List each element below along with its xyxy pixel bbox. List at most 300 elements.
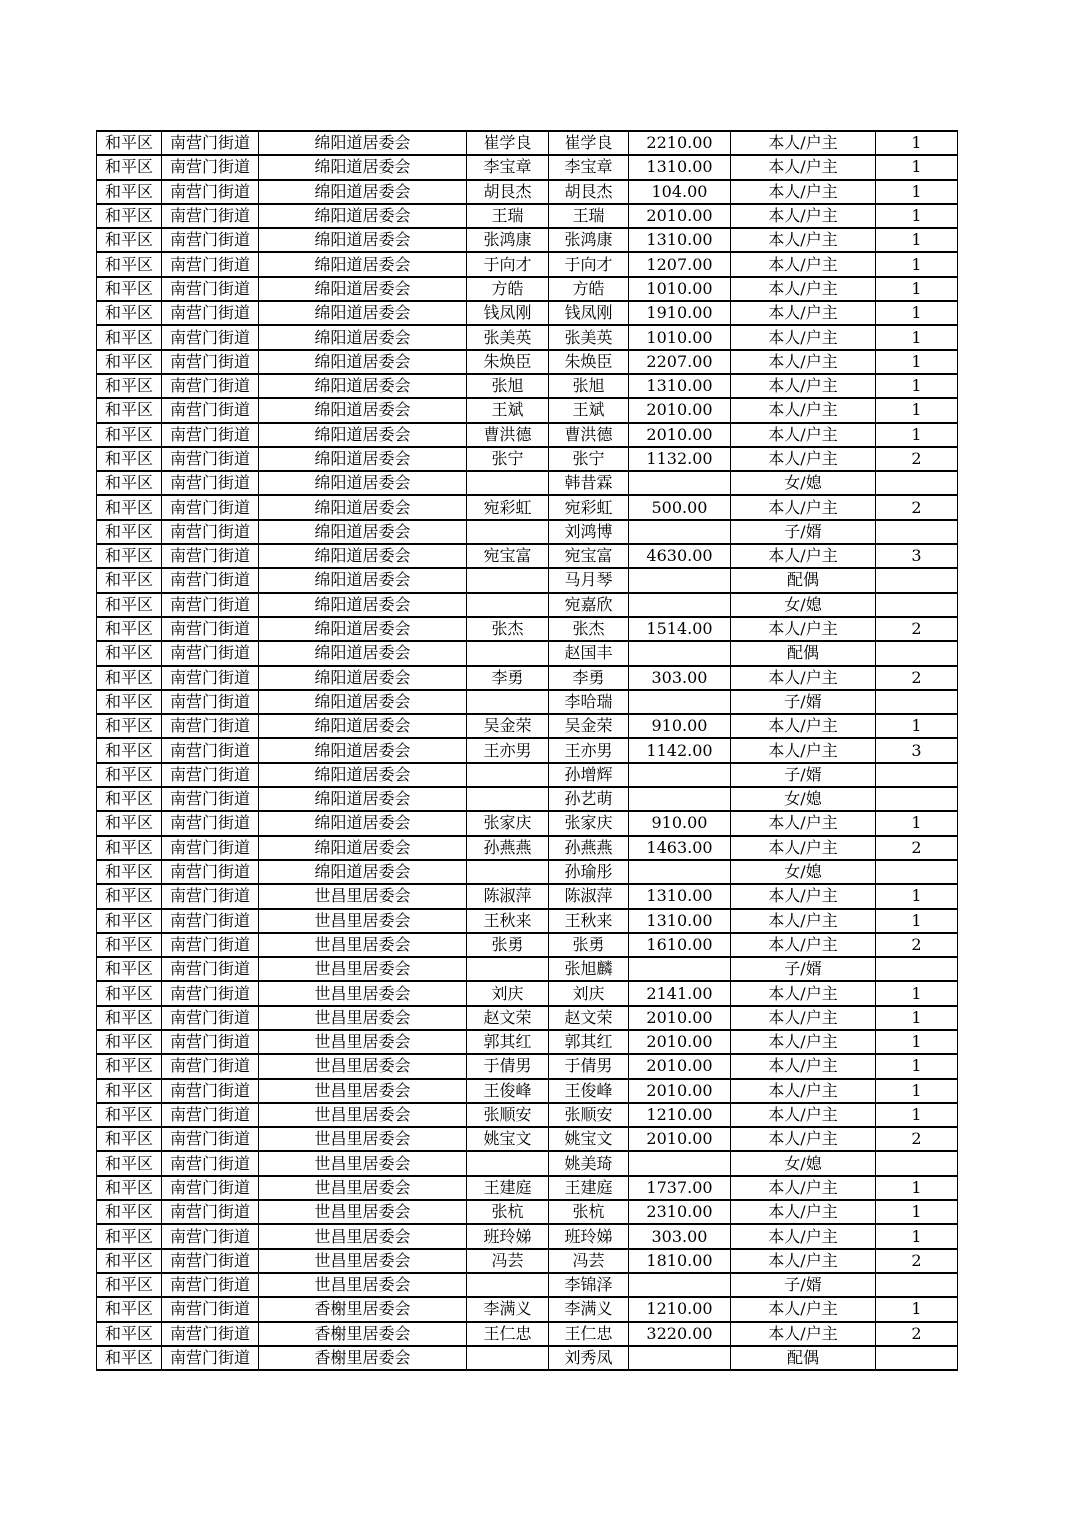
cell-street: 南营门街道	[162, 787, 259, 811]
cell-street: 南营门街道	[162, 180, 259, 204]
cell-relation: 本人/户主	[731, 325, 876, 349]
cell-applicant-name: 陈淑萍	[467, 884, 549, 908]
table-row	[97, 568, 958, 592]
cell-member-name: 张杭	[549, 1200, 629, 1224]
cell-amount: 2210.00	[629, 131, 731, 155]
cell-committee: 香榭里居委会	[259, 1297, 467, 1321]
cell-relation: 女/媳	[731, 1151, 876, 1175]
cell-applicant-name: 张杭	[467, 1200, 549, 1224]
cell-member-name: 李哈瑞	[549, 690, 629, 714]
cell-amount: 1310.00	[629, 155, 731, 179]
cell-amount: 910.00	[629, 811, 731, 835]
cell-street: 南营门街道	[162, 544, 259, 568]
cell-committee: 世昌里居委会	[259, 981, 467, 1005]
cell-member-name: 张美英	[549, 325, 629, 349]
table-row	[97, 228, 958, 252]
cell-committee: 绵阳道居委会	[259, 544, 467, 568]
cell-amount: 2010.00	[629, 204, 731, 228]
cell-applicant-name: 吴金荣	[467, 714, 549, 738]
table-row	[97, 1054, 958, 1078]
cell-street: 南营门街道	[162, 398, 259, 422]
cell-applicant-name: 张美英	[467, 325, 549, 349]
table-row	[97, 155, 958, 179]
cell-committee: 世昌里居委会	[259, 1127, 467, 1151]
cell-street: 南营门街道	[162, 1079, 259, 1103]
cell-member-name: 李宝章	[549, 155, 629, 179]
cell-committee: 绵阳道居委会	[259, 617, 467, 641]
cell-street: 南营门街道	[162, 1249, 259, 1273]
cell-amount: 1310.00	[629, 228, 731, 252]
subsidy-table-sheet	[96, 130, 958, 1371]
cell-applicant-name: 张勇	[467, 933, 549, 957]
cell-applicant-name: 于倩男	[467, 1054, 549, 1078]
table-row	[97, 131, 958, 155]
table-row	[97, 520, 958, 544]
cell-count: 1	[876, 1297, 958, 1321]
table-row	[97, 836, 958, 860]
cell-committee: 绵阳道居委会	[259, 811, 467, 835]
cell-count	[876, 1151, 958, 1175]
cell-committee: 香榭里居委会	[259, 1346, 467, 1370]
cell-relation: 本人/户主	[731, 884, 876, 908]
cell-applicant-name	[467, 568, 549, 592]
cell-amount: 500.00	[629, 495, 731, 519]
cell-district: 和平区	[97, 1176, 162, 1200]
table-row	[97, 641, 958, 665]
cell-amount	[629, 690, 731, 714]
cell-amount	[629, 1151, 731, 1175]
cell-count	[876, 1346, 958, 1370]
cell-applicant-name	[467, 1273, 549, 1297]
cell-street: 南营门街道	[162, 374, 259, 398]
cell-street: 南营门街道	[162, 1030, 259, 1054]
cell-district: 和平区	[97, 1079, 162, 1103]
cell-amount	[629, 1346, 731, 1370]
cell-district: 和平区	[97, 544, 162, 568]
cell-member-name: 孙艺萌	[549, 787, 629, 811]
cell-applicant-name: 姚宝文	[467, 1127, 549, 1151]
cell-committee: 绵阳道居委会	[259, 495, 467, 519]
table-row	[97, 811, 958, 835]
cell-member-name: 赵文荣	[549, 1006, 629, 1030]
cell-street: 南营门街道	[162, 495, 259, 519]
table-row	[97, 1346, 958, 1370]
cell-relation: 本人/户主	[731, 544, 876, 568]
cell-member-name: 王斌	[549, 398, 629, 422]
cell-amount: 910.00	[629, 714, 731, 738]
cell-applicant-name: 崔学良	[467, 131, 549, 155]
cell-count: 2	[876, 1249, 958, 1273]
cell-relation: 本人/户主	[731, 1006, 876, 1030]
cell-count: 1	[876, 909, 958, 933]
cell-relation: 本人/户主	[731, 1054, 876, 1078]
cell-district: 和平区	[97, 1200, 162, 1224]
cell-district: 和平区	[97, 325, 162, 349]
cell-district: 和平区	[97, 738, 162, 762]
cell-applicant-name: 王秋来	[467, 909, 549, 933]
cell-street: 南营门街道	[162, 301, 259, 325]
cell-relation: 本人/户主	[731, 836, 876, 860]
cell-member-name: 郭其红	[549, 1030, 629, 1054]
cell-member-name: 张鸿康	[549, 228, 629, 252]
cell-amount: 4630.00	[629, 544, 731, 568]
cell-count: 2	[876, 617, 958, 641]
cell-amount: 2010.00	[629, 423, 731, 447]
table-row	[97, 277, 958, 301]
cell-applicant-name	[467, 1346, 549, 1370]
cell-member-name: 张杰	[549, 617, 629, 641]
cell-count: 1	[876, 252, 958, 276]
table-row	[97, 471, 958, 495]
cell-committee: 世昌里居委会	[259, 1200, 467, 1224]
cell-district: 和平区	[97, 447, 162, 471]
table-row	[97, 325, 958, 349]
table-body	[97, 131, 958, 1370]
cell-street: 南营门街道	[162, 447, 259, 471]
cell-relation: 子/婿	[731, 763, 876, 787]
cell-district: 和平区	[97, 228, 162, 252]
cell-amount: 1207.00	[629, 252, 731, 276]
cell-member-name: 刘庆	[549, 981, 629, 1005]
table-row	[97, 617, 958, 641]
cell-count	[876, 787, 958, 811]
cell-relation: 本人/户主	[731, 131, 876, 155]
cell-committee: 世昌里居委会	[259, 1176, 467, 1200]
cell-member-name: 宛宝富	[549, 544, 629, 568]
cell-committee: 世昌里居委会	[259, 1151, 467, 1175]
cell-district: 和平区	[97, 277, 162, 301]
table-row	[97, 544, 958, 568]
cell-applicant-name: 宛宝富	[467, 544, 549, 568]
cell-count: 1	[876, 228, 958, 252]
cell-committee: 绵阳道居委会	[259, 374, 467, 398]
cell-district: 和平区	[97, 860, 162, 884]
cell-relation: 本人/户主	[731, 909, 876, 933]
table-row	[97, 909, 958, 933]
cell-applicant-name: 刘庆	[467, 981, 549, 1005]
cell-committee: 绵阳道居委会	[259, 228, 467, 252]
cell-relation: 本人/户主	[731, 277, 876, 301]
cell-applicant-name: 王建庭	[467, 1176, 549, 1200]
cell-amount: 2141.00	[629, 981, 731, 1005]
cell-count: 1	[876, 277, 958, 301]
cell-committee: 绵阳道居委会	[259, 738, 467, 762]
cell-member-name: 赵国丰	[549, 641, 629, 665]
cell-relation: 本人/户主	[731, 1079, 876, 1103]
table-row	[97, 1322, 958, 1346]
cell-street: 南营门街道	[162, 252, 259, 276]
table-row	[97, 690, 958, 714]
cell-amount	[629, 1273, 731, 1297]
table-row	[97, 593, 958, 617]
cell-applicant-name	[467, 520, 549, 544]
cell-count	[876, 471, 958, 495]
cell-committee: 绵阳道居委会	[259, 836, 467, 860]
cell-count: 1	[876, 1224, 958, 1248]
cell-count: 1	[876, 301, 958, 325]
cell-member-name: 王秋来	[549, 909, 629, 933]
cell-street: 南营门街道	[162, 690, 259, 714]
cell-committee: 世昌里居委会	[259, 1249, 467, 1273]
cell-amount: 1010.00	[629, 277, 731, 301]
cell-count: 1	[876, 180, 958, 204]
cell-applicant-name	[467, 593, 549, 617]
cell-member-name: 姚美琦	[549, 1151, 629, 1175]
cell-district: 和平区	[97, 884, 162, 908]
cell-district: 和平区	[97, 933, 162, 957]
cell-street: 南营门街道	[162, 1200, 259, 1224]
cell-relation: 本人/户主	[731, 1030, 876, 1054]
cell-committee: 绵阳道居委会	[259, 568, 467, 592]
cell-district: 和平区	[97, 1322, 162, 1346]
cell-relation: 女/媳	[731, 471, 876, 495]
cell-committee: 世昌里居委会	[259, 1224, 467, 1248]
cell-committee: 世昌里居委会	[259, 1054, 467, 1078]
cell-committee: 世昌里居委会	[259, 957, 467, 981]
table-row	[97, 1103, 958, 1127]
cell-relation: 本人/户主	[731, 1297, 876, 1321]
cell-street: 南营门街道	[162, 1127, 259, 1151]
cell-committee: 绵阳道居委会	[259, 763, 467, 787]
cell-street: 南营门街道	[162, 568, 259, 592]
cell-amount	[629, 568, 731, 592]
cell-street: 南营门街道	[162, 1273, 259, 1297]
cell-amount	[629, 641, 731, 665]
cell-district: 和平区	[97, 252, 162, 276]
cell-member-name: 李勇	[549, 666, 629, 690]
cell-member-name: 冯芸	[549, 1249, 629, 1273]
cell-district: 和平区	[97, 1224, 162, 1248]
cell-amount	[629, 471, 731, 495]
cell-relation: 本人/户主	[731, 252, 876, 276]
cell-committee: 绵阳道居委会	[259, 252, 467, 276]
cell-member-name: 王瑞	[549, 204, 629, 228]
cell-count: 1	[876, 204, 958, 228]
cell-district: 和平区	[97, 374, 162, 398]
cell-relation: 本人/户主	[731, 933, 876, 957]
cell-amount	[629, 520, 731, 544]
cell-committee: 世昌里居委会	[259, 1103, 467, 1127]
cell-amount: 1142.00	[629, 738, 731, 762]
cell-applicant-name: 王仁忠	[467, 1322, 549, 1346]
cell-relation: 本人/户主	[731, 981, 876, 1005]
cell-committee: 绵阳道居委会	[259, 204, 467, 228]
cell-committee: 绵阳道居委会	[259, 350, 467, 374]
cell-district: 和平区	[97, 1249, 162, 1273]
cell-count: 2	[876, 666, 958, 690]
cell-relation: 本人/户主	[731, 301, 876, 325]
cell-district: 和平区	[97, 423, 162, 447]
cell-street: 南营门街道	[162, 957, 259, 981]
cell-street: 南营门街道	[162, 131, 259, 155]
cell-district: 和平区	[97, 1151, 162, 1175]
cell-relation: 女/媳	[731, 787, 876, 811]
cell-amount: 2010.00	[629, 1079, 731, 1103]
cell-committee: 绵阳道居委会	[259, 131, 467, 155]
cell-member-name: 方皓	[549, 277, 629, 301]
cell-district: 和平区	[97, 1346, 162, 1370]
cell-member-name: 张顺安	[549, 1103, 629, 1127]
cell-district: 和平区	[97, 836, 162, 860]
cell-applicant-name	[467, 641, 549, 665]
cell-amount: 1310.00	[629, 884, 731, 908]
cell-count	[876, 860, 958, 884]
table-row	[97, 1249, 958, 1273]
cell-amount	[629, 763, 731, 787]
cell-district: 和平区	[97, 398, 162, 422]
cell-count: 1	[876, 1006, 958, 1030]
cell-member-name: 钱凤刚	[549, 301, 629, 325]
cell-street: 南营门街道	[162, 1006, 259, 1030]
cell-committee: 绵阳道居委会	[259, 447, 467, 471]
table-row	[97, 981, 958, 1005]
cell-amount: 1810.00	[629, 1249, 731, 1273]
cell-relation: 本人/户主	[731, 398, 876, 422]
cell-street: 南营门街道	[162, 860, 259, 884]
cell-street: 南营门街道	[162, 277, 259, 301]
cell-street: 南营门街道	[162, 1103, 259, 1127]
cell-count: 1	[876, 811, 958, 835]
cell-amount: 1463.00	[629, 836, 731, 860]
cell-member-name: 孙燕燕	[549, 836, 629, 860]
cell-street: 南营门街道	[162, 1322, 259, 1346]
cell-member-name: 曹洪德	[549, 423, 629, 447]
cell-applicant-name: 张鸿康	[467, 228, 549, 252]
cell-district: 和平区	[97, 763, 162, 787]
cell-street: 南营门街道	[162, 325, 259, 349]
cell-committee: 绵阳道居委会	[259, 423, 467, 447]
cell-relation: 本人/户主	[731, 204, 876, 228]
cell-count: 1	[876, 981, 958, 1005]
cell-member-name: 张宁	[549, 447, 629, 471]
cell-member-name: 朱焕臣	[549, 350, 629, 374]
cell-relation: 配偶	[731, 568, 876, 592]
cell-committee: 世昌里居委会	[259, 1079, 467, 1103]
cell-district: 和平区	[97, 350, 162, 374]
cell-member-name: 陈淑萍	[549, 884, 629, 908]
cell-amount: 303.00	[629, 666, 731, 690]
cell-applicant-name	[467, 1151, 549, 1175]
cell-relation: 本人/户主	[731, 738, 876, 762]
table-row	[97, 252, 958, 276]
cell-street: 南营门街道	[162, 933, 259, 957]
cell-count: 2	[876, 1127, 958, 1151]
cell-applicant-name: 宛彩虹	[467, 495, 549, 519]
cell-relation: 子/婿	[731, 690, 876, 714]
cell-count: 1	[876, 714, 958, 738]
cell-applicant-name	[467, 860, 549, 884]
cell-count: 2	[876, 933, 958, 957]
cell-district: 和平区	[97, 1054, 162, 1078]
cell-applicant-name: 曹洪德	[467, 423, 549, 447]
cell-count: 1	[876, 1200, 958, 1224]
cell-count	[876, 690, 958, 714]
cell-member-name: 宛彩虹	[549, 495, 629, 519]
cell-member-name: 王建庭	[549, 1176, 629, 1200]
cell-count: 1	[876, 1176, 958, 1200]
cell-street: 南营门街道	[162, 155, 259, 179]
cell-district: 和平区	[97, 1127, 162, 1151]
cell-member-name: 刘鸿博	[549, 520, 629, 544]
table-row	[97, 301, 958, 325]
cell-member-name: 胡艮杰	[549, 180, 629, 204]
cell-applicant-name: 张杰	[467, 617, 549, 641]
cell-relation: 本人/户主	[731, 1103, 876, 1127]
cell-count: 1	[876, 1054, 958, 1078]
cell-district: 和平区	[97, 981, 162, 1005]
table-row	[97, 1297, 958, 1321]
cell-district: 和平区	[97, 690, 162, 714]
cell-amount: 1132.00	[629, 447, 731, 471]
cell-amount: 1210.00	[629, 1297, 731, 1321]
cell-committee: 绵阳道居委会	[259, 325, 467, 349]
cell-amount: 1010.00	[629, 325, 731, 349]
cell-street: 南营门街道	[162, 520, 259, 544]
cell-street: 南营门街道	[162, 641, 259, 665]
cell-count: 2	[876, 1322, 958, 1346]
cell-relation: 配偶	[731, 641, 876, 665]
table-row	[97, 180, 958, 204]
table-row	[97, 860, 958, 884]
cell-committee: 绵阳道居委会	[259, 301, 467, 325]
cell-amount	[629, 860, 731, 884]
cell-committee: 世昌里居委会	[259, 933, 467, 957]
table-row	[97, 204, 958, 228]
cell-district: 和平区	[97, 714, 162, 738]
cell-street: 南营门街道	[162, 423, 259, 447]
cell-count: 1	[876, 374, 958, 398]
cell-district: 和平区	[97, 471, 162, 495]
cell-district: 和平区	[97, 204, 162, 228]
cell-relation: 本人/户主	[731, 1127, 876, 1151]
cell-committee: 绵阳道居委会	[259, 277, 467, 301]
cell-district: 和平区	[97, 131, 162, 155]
cell-amount: 2010.00	[629, 1127, 731, 1151]
cell-count	[876, 957, 958, 981]
cell-applicant-name: 冯芸	[467, 1249, 549, 1273]
cell-amount: 2010.00	[629, 1054, 731, 1078]
cell-street: 南营门街道	[162, 884, 259, 908]
cell-member-name: 刘秀凤	[549, 1346, 629, 1370]
cell-relation: 本人/户主	[731, 228, 876, 252]
cell-relation: 本人/户主	[731, 155, 876, 179]
cell-member-name: 王亦男	[549, 738, 629, 762]
cell-count: 3	[876, 738, 958, 762]
cell-committee: 世昌里居委会	[259, 909, 467, 933]
cell-relation: 本人/户主	[731, 1176, 876, 1200]
cell-street: 南营门街道	[162, 617, 259, 641]
cell-applicant-name: 张顺安	[467, 1103, 549, 1127]
cell-relation: 本人/户主	[731, 374, 876, 398]
cell-relation: 女/媳	[731, 593, 876, 617]
cell-member-name: 李满义	[549, 1297, 629, 1321]
cell-member-name: 孙瑜彤	[549, 860, 629, 884]
cell-district: 和平区	[97, 593, 162, 617]
cell-count	[876, 641, 958, 665]
cell-street: 南营门街道	[162, 1054, 259, 1078]
cell-amount: 1310.00	[629, 909, 731, 933]
cell-count: 2	[876, 495, 958, 519]
cell-committee: 绵阳道居委会	[259, 471, 467, 495]
cell-member-name: 于倩男	[549, 1054, 629, 1078]
cell-count: 1	[876, 1103, 958, 1127]
cell-committee: 世昌里居委会	[259, 1273, 467, 1297]
cell-committee: 绵阳道居委会	[259, 398, 467, 422]
cell-member-name: 崔学良	[549, 131, 629, 155]
table-row	[97, 1273, 958, 1297]
cell-district: 和平区	[97, 909, 162, 933]
cell-count: 2	[876, 447, 958, 471]
